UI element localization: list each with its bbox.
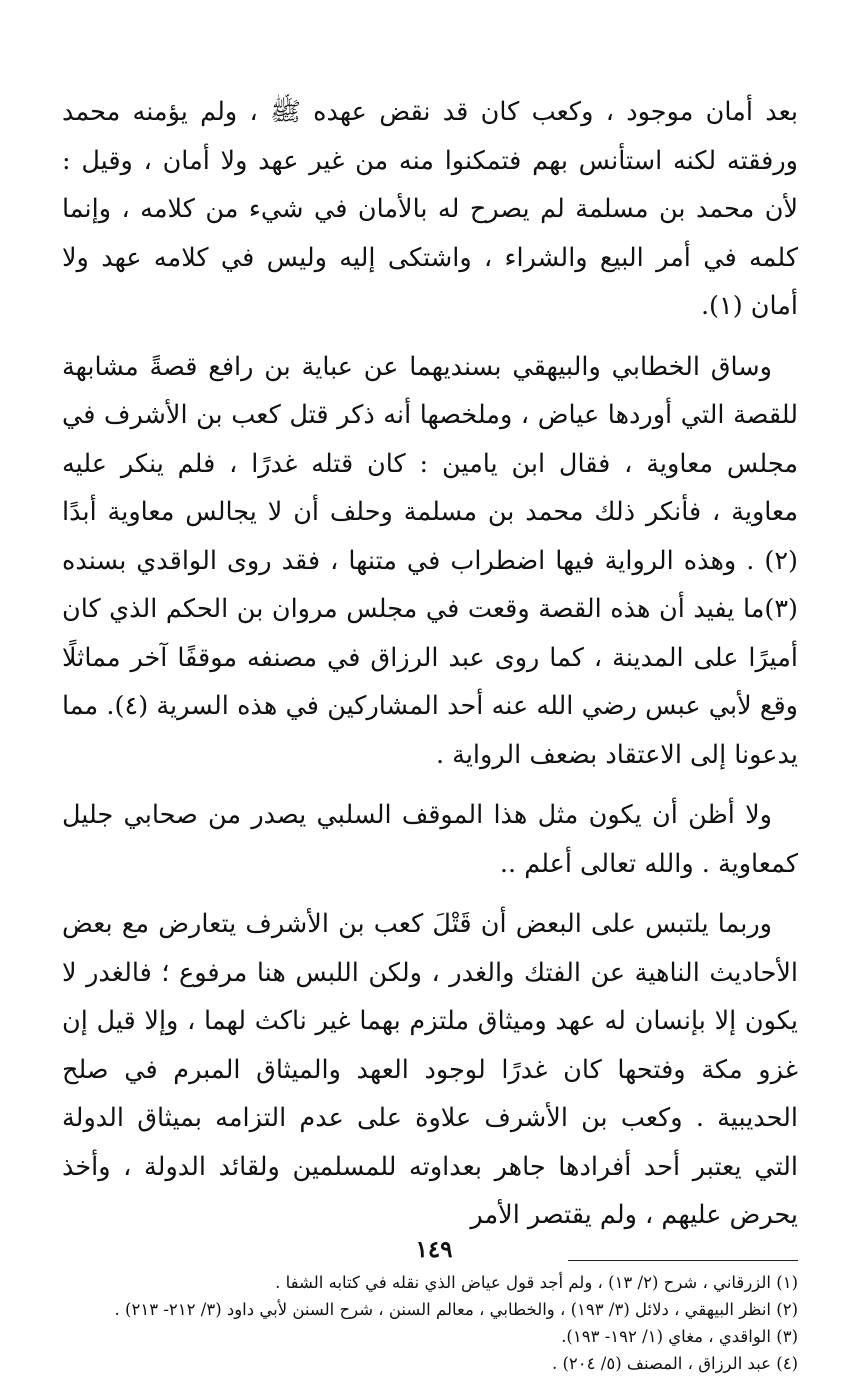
footnote-4: (٤) عبد الرزاق ، المصنف (٥/ ٢٠٤) .: [551, 1353, 798, 1373]
footnote-3: (٣) الواقدي ، مغاي (١/ ١٩٢- ١٩٣).: [561, 1326, 798, 1346]
paragraph-3: ولا أظن أن يكون مثل هذا الموقف السلبي يصدر من صحابي جليل كمعاوية . والله تعالى أعلم ..: [62, 800, 798, 879]
paragraph-1: بعد أمان موجود ، وكعب كان قد نقض عهده ﷺ ، ولم يؤمنه محمد ورفقته لكنه استأنس بهم فتمكنوا منه من غير عهد ولا أمان ، وقيل : لأن محمد بن مسلمة لم يصرح له بالأمان في شيء من كلامه ، وإنما كلمه في أمر البيع والشراء ، واشتكى إليه وليس في كلامه عهد ولا أمان (١).: [62, 97, 798, 321]
paragraph-4: وربما يلتبس على البعض أن قَتْلَ كعب بن الأشرف يتعارض مع بعض الأحاديث الناهية عن الفتك والغدر ، ولكن اللبس هنا مرفوع ؛ فالغدر لا يكون إلا بإنسان له عهد وميثاق ملتزم بهما غير ناكث لهما ، وإلا قيل إن غزو مكة وفتحها كان غدرًا لوجود العهد والميثاق المبرم في صلح الحديبية . وكعب بن الأشرف علاوة على عدم التزامه بميثاق الدولة التي يعتبر أحد أفرادها جاهر بعداوته للمسلمين ولقائد الدولة ، وأخذ يحرض عليهم ، ولم يقتصر الأمر: [62, 909, 798, 1230]
footnote-2: (٢) انظر البيهقي ، دلائل (٣/ ١٩٣) ، والخطابي ، معالم السنن ، شرح السنن لأبي داود (٣/ ٢١٢- ٢١٣) .: [114, 1299, 798, 1319]
footnotes: [62, 1269, 798, 1377]
footnote-1: (١) الزرقاني ، شرح (٢/ ١٣) ، ولم أجد قول عياض الذي نقله في كتابه الشفا .: [275, 1272, 798, 1292]
page-number: ١٤٩: [415, 1236, 453, 1263]
book-page: [62, 88, 798, 1373]
paragraph-2: وساق الخطابي والبيهقي بسنديهما عن عباية بن رافع قصةً مشابهة للقصة التي أوردها عياض ، وملخصها أنه ذكر قتل كعب بن الأشرف في مجلس معاوية ، فقال ابن يامين : كان قتله غدرًا ، فلم ينكر عليه معاوية ، فأنكر ذلك محمد بن مسلمة وحلف أن لا يجالس معاوية أبدًا (٢) . وهذه الرواية فيها اضطراب في متنها ، فقد روى الواقدي بسنده (٣)ما يفيد أن هذه القصة وقعت في مجلس مروان بن الحكم الذي كان أميرًا على المدينة ، كما روى عبد الرزاق في مصنفه موقفًا آخر مماثلًا وقع لأبي عبس رضي الله عنه أحد المشاركين في هذه السرية (٤). مما يدعونا إلى الاعتقاد بضعف الرواية .: [62, 351, 798, 770]
body-text: [62, 88, 798, 1240]
